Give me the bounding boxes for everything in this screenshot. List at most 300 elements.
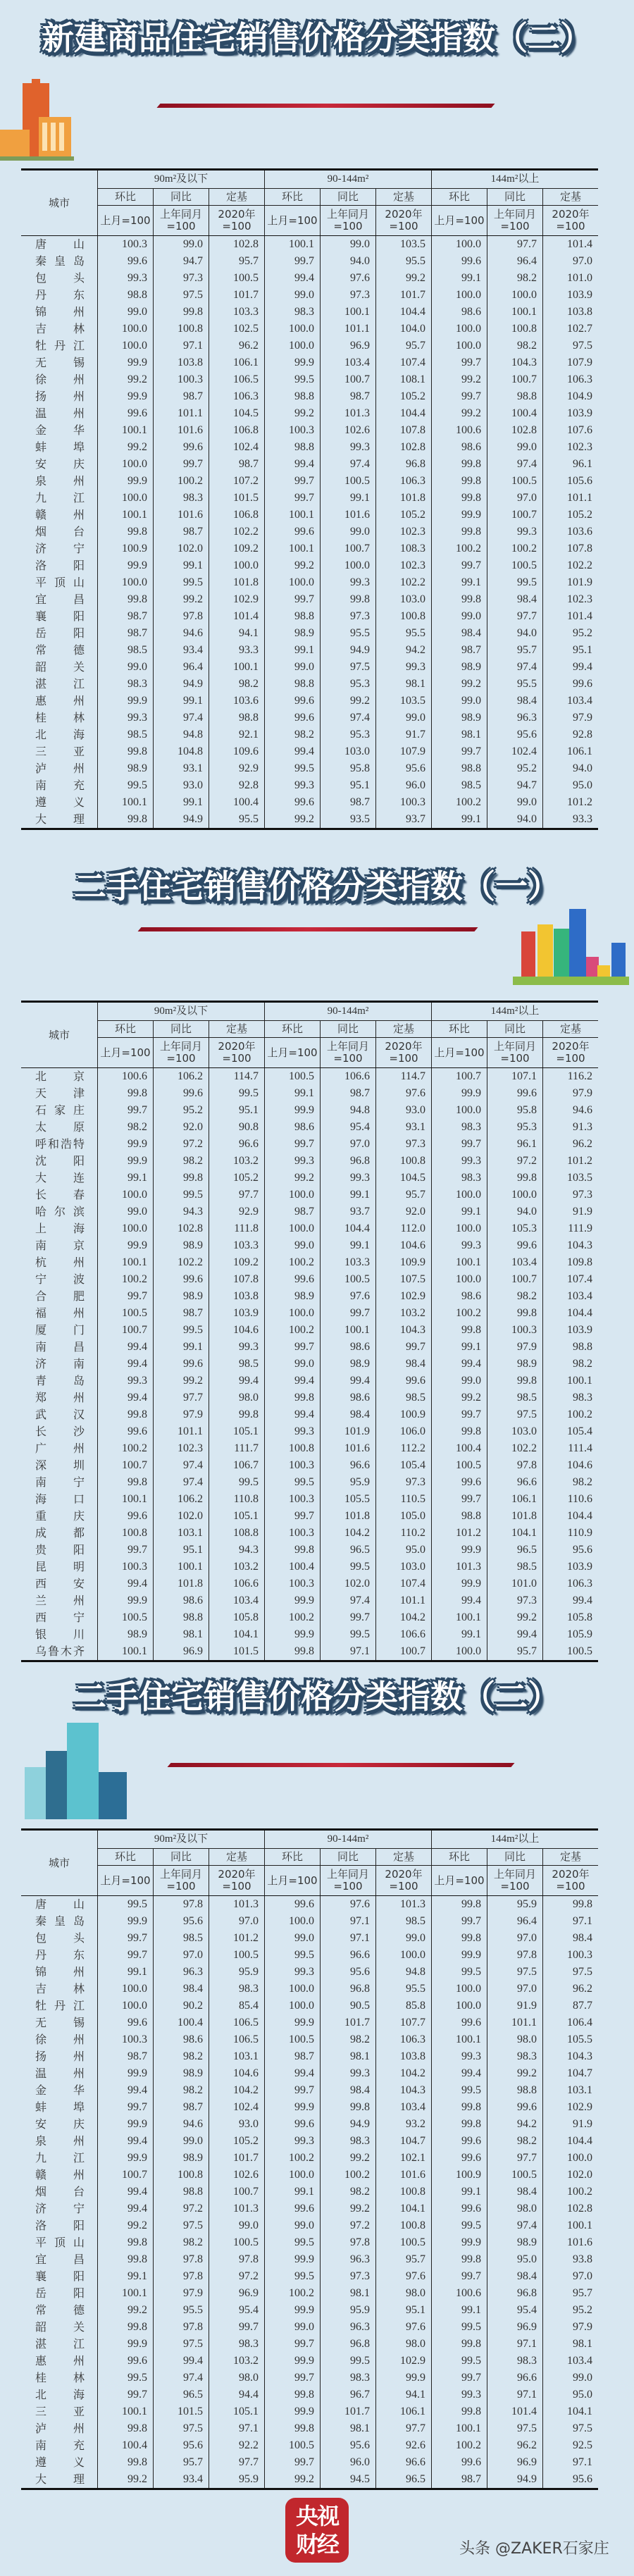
index-value-cell: 99.0 (153, 2133, 209, 2150)
index-value-cell: 96.3 (487, 710, 542, 726)
blue-skyscrapers-icon (25, 1723, 130, 1819)
index-value-cell: 102.8 (375, 439, 431, 456)
city-name-text: 扬州 (35, 2050, 85, 2063)
index-value-cell: 99.4 (209, 1373, 264, 1389)
index-value-cell: 97.5 (542, 1964, 598, 1981)
index-value-cell: 99.0 (97, 1203, 153, 1220)
index-value-cell: 101.3 (209, 2200, 264, 2217)
index-value-cell: 99.0 (264, 287, 320, 304)
index-value-cell: 99.1 (97, 1170, 153, 1187)
index-value-cell: 99.0 (153, 236, 209, 253)
index-value-cell: 100.0 (264, 1913, 320, 1930)
index-value-cell: 103.5 (375, 693, 431, 710)
index-value-cell: 100.1 (97, 2403, 153, 2420)
index-type-header: 环比 (97, 189, 153, 206)
city-name (21, 591, 97, 608)
city-name-text: 昆明 (35, 1560, 85, 1573)
index-value-cell: 99.1 (431, 1626, 487, 1643)
table-header (21, 1831, 598, 1896)
index-value-cell: 95.7 (487, 642, 542, 659)
index-value-cell: 97.1 (487, 2386, 542, 2403)
index-value-cell: 104.7 (375, 2133, 431, 2150)
index-value-cell: 99.6 (487, 1085, 542, 1102)
index-value-cell: 103.1 (209, 2048, 264, 2065)
index-value-cell: 102.1 (375, 2150, 431, 2167)
index-value-cell: 101.4 (487, 2403, 542, 2420)
index-value-cell: 97.6 (320, 1896, 375, 1913)
index-value-cell: 102.2 (375, 574, 431, 591)
index-value-cell: 103.4 (542, 1288, 598, 1305)
city-name (21, 507, 97, 524)
index-value-cell: 100.3 (264, 1457, 320, 1474)
table-row (21, 2251, 598, 2268)
city-name-text: 兰州 (35, 1594, 85, 1607)
index-value-cell: 99.7 (375, 1339, 431, 1356)
index-value-cell: 99.6 (264, 1896, 320, 1913)
index-value-cell: 107.4 (375, 1575, 431, 1592)
index-value-cell: 99.8 (97, 2420, 153, 2437)
index-value-cell: 104.2 (320, 1525, 375, 1542)
index-value-cell: 102.3 (542, 439, 598, 456)
index-value-cell: 99.5 (431, 2353, 487, 2370)
index-value-cell: 100.3 (97, 1559, 153, 1575)
index-value-cell: 98.6 (264, 1119, 320, 1136)
city-name (21, 1085, 97, 1102)
index-value-cell: 100.0 (97, 574, 153, 591)
city-name-text: 武汉 (35, 1408, 85, 1421)
city-name (21, 422, 97, 439)
index-value-cell: 107.8 (375, 422, 431, 439)
index-value-cell: 102.2 (153, 1254, 209, 1271)
table-row (21, 1085, 598, 1102)
index-value-cell: 99.0 (320, 524, 375, 540)
index-value-cell: 105.4 (375, 1457, 431, 1474)
index-value-cell: 95.1 (375, 2302, 431, 2319)
index-value-cell: 99.7 (431, 2268, 487, 2285)
index-type-header: 环比 (264, 1021, 320, 1038)
index-value-cell: 99.5 (153, 1187, 209, 1203)
city-name-text: 石家庄 (35, 1103, 85, 1117)
index-value-cell: 98.2 (320, 2031, 375, 2048)
index-value-cell: 99.5 (97, 2370, 153, 2386)
index-value-cell: 99.2 (264, 1170, 320, 1187)
index-value-cell: 102.4 (487, 743, 542, 760)
index-value-cell: 99.8 (431, 490, 487, 507)
index-value-cell: 95.6 (542, 2471, 598, 2488)
index-value-cell: 98.1 (153, 1626, 209, 1643)
index-value-cell: 97.9 (542, 1085, 598, 1102)
index-value-cell: 105.9 (542, 1626, 598, 1643)
base-unit-header: 2020年=100 (375, 206, 431, 235)
index-value-cell: 99.8 (97, 524, 153, 540)
index-value-cell: 92.9 (209, 760, 264, 777)
table-row (21, 287, 598, 304)
index-value-cell: 100.0 (320, 557, 375, 574)
index-value-cell: 100.1 (97, 2285, 153, 2302)
index-value-cell: 98.0 (487, 2200, 542, 2217)
index-value-cell: 98.2 (487, 270, 542, 287)
index-value-cell: 99.6 (153, 1085, 209, 1102)
index-value-cell: 102.3 (153, 1440, 209, 1457)
index-value-cell: 96.2 (209, 338, 264, 354)
index-value-cell: 100.1 (431, 2031, 487, 2048)
index-value-cell: 103.9 (209, 1305, 264, 1322)
index-value-cell: 97.5 (153, 2336, 209, 2353)
index-value-cell: 98.7 (320, 794, 375, 811)
index-value-cell: 99.0 (264, 1237, 320, 1254)
index-value-cell: 99.9 (264, 2353, 320, 2370)
size-group-header: 144m²以上 (431, 1831, 598, 1849)
index-value-cell: 99.4 (320, 1373, 375, 1389)
index-value-cell: 99.1 (431, 2302, 487, 2319)
index-value-cell: 99.9 (264, 2014, 320, 2031)
index-value-cell: 98.2 (153, 2048, 209, 2065)
index-value-cell: 95.4 (320, 1119, 375, 1136)
index-value-cell: 99.2 (431, 405, 487, 422)
index-value-cell: 96.6 (487, 1474, 542, 1491)
index-value-cell: 99.6 (264, 524, 320, 540)
index-value-cell: 107.1 (487, 1068, 542, 1085)
index-value-cell: 98.9 (97, 760, 153, 777)
index-value-cell: 98.9 (153, 2150, 209, 2167)
city-name-text: 安庆 (35, 2117, 85, 2131)
index-type-header: 同比 (320, 1849, 375, 1866)
index-type-header: 同比 (487, 189, 542, 206)
index-value-cell: 100.7 (209, 2184, 264, 2200)
table-row (21, 456, 598, 473)
table-row (21, 2200, 598, 2217)
index-value-cell: 101.9 (320, 1423, 375, 1440)
index-value-cell: 102.8 (153, 1220, 209, 1237)
city-name-text: 三亚 (35, 745, 85, 758)
base-unit-header: 2020年=100 (542, 206, 598, 235)
index-value-cell: 92.0 (153, 1119, 209, 1136)
index-value-cell: 100.4 (487, 405, 542, 422)
index-value-cell: 96.8 (487, 2285, 542, 2302)
table-row (21, 1305, 598, 1322)
index-value-cell: 100.7 (431, 1068, 487, 1085)
index-value-cell: 97.9 (542, 2319, 598, 2336)
index-value-cell: 100.5 (264, 2437, 320, 2454)
index-value-cell: 98.5 (431, 777, 487, 794)
index-value-cell: 107.8 (542, 540, 598, 557)
city-name-text: 济宁 (35, 2202, 85, 2215)
index-value-cell: 99.1 (431, 574, 487, 591)
table-row (21, 2403, 598, 2420)
index-value-cell: 106.1 (209, 354, 264, 371)
index-value-cell: 98.2 (153, 2082, 209, 2099)
index-value-cell: 97.4 (487, 659, 542, 676)
city-name (21, 2031, 97, 2048)
table-row (21, 2150, 598, 2167)
city-name (21, 2420, 97, 2437)
index-value-cell: 100.1 (542, 1373, 598, 1389)
index-value-cell: 101.5 (153, 2403, 209, 2420)
city-name (21, 2370, 97, 2386)
index-value-cell: 98.7 (153, 2099, 209, 2116)
index-value-cell: 103.8 (542, 304, 598, 321)
index-value-cell: 99.1 (320, 1187, 375, 1203)
city-name-text: 天津 (35, 1086, 85, 1100)
index-value-cell: 104.5 (209, 405, 264, 422)
city-name (21, 2082, 97, 2099)
size-group-header: 144m²以上 (431, 171, 598, 189)
city-name (21, 1220, 97, 1237)
index-value-cell: 95.7 (375, 338, 431, 354)
index-value-cell: 102.9 (375, 1288, 431, 1305)
index-value-cell: 100.1 (97, 1254, 153, 1271)
table-row (21, 726, 598, 743)
index-value-cell: 106.8 (209, 507, 264, 524)
index-value-cell: 95.5 (153, 2302, 209, 2319)
base-unit-header: 上月=100 (97, 1038, 153, 1067)
city-name (21, 1440, 97, 1457)
city-name (21, 1998, 97, 2014)
index-value-cell: 99.0 (97, 304, 153, 321)
city-name-text: 韶关 (35, 2320, 85, 2334)
index-value-cell: 110.8 (209, 1491, 264, 1508)
cctv-finance-logo (285, 2498, 349, 2563)
index-value-cell: 102.4 (209, 2099, 264, 2116)
index-value-cell: 99.1 (97, 2268, 153, 2285)
index-value-cell: 104.3 (487, 354, 542, 371)
index-value-cell: 99.6 (487, 1237, 542, 1254)
city-name-text: 重庆 (35, 1509, 85, 1523)
index-value-cell: 102.9 (209, 591, 264, 608)
index-value-cell: 99.9 (375, 2370, 431, 2386)
table-row (21, 253, 598, 270)
index-value-cell: 104.1 (209, 1626, 264, 1643)
index-value-cell: 104.6 (209, 1322, 264, 1339)
index-value-cell: 100.2 (97, 1271, 153, 1288)
index-value-cell: 97.3 (320, 2268, 375, 2285)
index-value-cell: 99.5 (209, 1085, 264, 1102)
index-value-cell: 100.0 (97, 490, 153, 507)
index-value-cell: 101.5 (209, 1643, 264, 1660)
city-name-text: 海口 (35, 1492, 85, 1506)
index-value-cell: 100.0 (431, 287, 487, 304)
index-value-cell: 95.1 (209, 1102, 264, 1119)
base-unit-header: 上年同月=100 (320, 1866, 375, 1895)
index-value-cell: 99.2 (320, 2150, 375, 2167)
index-value-cell: 102.9 (375, 2353, 431, 2370)
index-value-cell: 96.9 (487, 2319, 542, 2336)
index-value-cell: 98.2 (320, 2184, 375, 2200)
table-row (21, 2167, 598, 2184)
index-value-cell: 98.2 (209, 676, 264, 693)
index-value-cell: 101.6 (542, 2234, 598, 2251)
index-value-cell: 100.7 (320, 540, 375, 557)
city-name-text: 牡丹江 (35, 339, 85, 352)
index-value-cell: 96.4 (153, 659, 209, 676)
index-value-cell: 100.8 (375, 608, 431, 625)
city-name (21, 321, 97, 338)
index-value-cell: 99.9 (97, 1592, 153, 1609)
index-value-cell: 105.0 (375, 1508, 431, 1525)
index-value-cell: 99.2 (375, 270, 431, 287)
orange-building-icon (0, 83, 74, 161)
index-value-cell: 95.2 (542, 2302, 598, 2319)
index-value-cell: 93.0 (153, 777, 209, 794)
city-name-text: 丹东 (35, 1948, 85, 1962)
index-type-header: 定基 (542, 189, 598, 206)
index-value-cell: 100.7 (97, 2167, 153, 2184)
index-value-cell: 100.0 (264, 1220, 320, 1237)
index-value-cell: 103.3 (209, 1237, 264, 1254)
index-value-cell: 100.1 (487, 304, 542, 321)
index-value-cell: 97.8 (320, 2234, 375, 2251)
index-value-cell: 99.8 (431, 2336, 487, 2353)
city-name-text: 合肥 (35, 1289, 85, 1303)
index-value-cell: 98.8 (487, 2082, 542, 2099)
index-value-cell: 95.7 (542, 2285, 598, 2302)
index-value-cell: 99.8 (487, 1305, 542, 1322)
city-name-text: 襄阳 (35, 609, 85, 623)
city-name (21, 270, 97, 287)
index-value-cell: 97.7 (209, 2454, 264, 2471)
index-value-cell: 97.4 (153, 1474, 209, 1491)
index-value-cell: 100.3 (487, 1322, 542, 1339)
index-value-cell: 98.7 (209, 456, 264, 473)
index-value-cell: 98.1 (320, 2048, 375, 2065)
index-value-cell: 100.0 (542, 2150, 598, 2167)
index-value-cell: 101.6 (320, 507, 375, 524)
city-name-text: 深圳 (35, 1459, 85, 1472)
table-row (21, 1626, 598, 1643)
index-value-cell: 99.2 (264, 2471, 320, 2488)
index-value-cell: 94.0 (487, 1203, 542, 1220)
index-value-cell: 98.8 (264, 676, 320, 693)
index-value-cell: 103.4 (542, 2353, 598, 2370)
index-value-cell: 99.2 (153, 591, 209, 608)
index-value-cell: 98.7 (320, 388, 375, 405)
index-value-cell: 98.7 (153, 524, 209, 540)
city-name (21, 473, 97, 490)
index-value-cell: 99.2 (97, 2471, 153, 2488)
index-value-cell: 94.9 (153, 676, 209, 693)
city-name-text: 包头 (35, 1931, 85, 1945)
index-value-cell: 100.0 (97, 338, 153, 354)
index-value-cell: 100.1 (320, 304, 375, 321)
index-value-cell: 100.7 (320, 371, 375, 388)
index-value-cell: 99.3 (264, 1964, 320, 1981)
table-row (21, 2234, 598, 2251)
index-value-cell: 100.7 (487, 1271, 542, 1288)
index-value-cell: 90.8 (209, 1119, 264, 1136)
index-value-cell: 99.3 (209, 1339, 264, 1356)
city-name (21, 2217, 97, 2234)
index-value-cell: 99.7 (264, 2336, 320, 2353)
index-value-cell: 99.7 (264, 2454, 320, 2471)
index-value-cell: 98.9 (264, 625, 320, 642)
index-value-cell: 104.4 (320, 1220, 375, 1237)
index-value-cell: 99.8 (431, 1322, 487, 1339)
index-value-cell: 100.3 (375, 794, 431, 811)
index-value-cell: 99.9 (264, 354, 320, 371)
index-value-cell: 99.8 (97, 811, 153, 828)
index-value-cell: 99.8 (209, 1406, 264, 1423)
city-name-text: 蚌埠 (35, 440, 85, 454)
base-unit-header: 上年同月=100 (487, 1038, 542, 1067)
city-name (21, 642, 97, 659)
index-value-cell: 98.8 (264, 388, 320, 405)
index-value-cell: 98.7 (153, 1305, 209, 1322)
index-value-cell: 99.6 (431, 2200, 487, 2217)
index-value-cell: 95.9 (209, 2471, 264, 2488)
index-value-cell: 100.0 (487, 1187, 542, 1203)
table-row (21, 1525, 598, 1542)
index-value-cell: 99.4 (97, 1339, 153, 1356)
index-value-cell: 95.9 (487, 1896, 542, 1913)
table-row (21, 574, 598, 591)
index-value-cell: 99.9 (97, 693, 153, 710)
index-value-cell: 97.5 (153, 2420, 209, 2437)
city-name-text: 哈尔滨 (35, 1205, 85, 1218)
index-value-cell: 101.2 (542, 794, 598, 811)
index-value-cell: 100.7 (375, 1643, 431, 1660)
table-row (21, 2217, 598, 2234)
index-value-cell: 106.2 (153, 1068, 209, 1085)
index-value-cell: 99.3 (431, 2048, 487, 2065)
index-value-cell: 99.5 (320, 1559, 375, 1575)
city-name (21, 304, 97, 321)
base-unit-header: 2020年=100 (375, 1038, 431, 1067)
index-value-cell: 99.3 (431, 2386, 487, 2403)
index-value-cell: 99.4 (153, 2353, 209, 2370)
index-value-cell: 100.0 (97, 456, 153, 473)
index-value-cell: 101.4 (542, 608, 598, 625)
index-type-header: 同比 (487, 1021, 542, 1038)
index-value-cell: 99.6 (97, 1508, 153, 1525)
city-name (21, 2471, 97, 2488)
index-value-cell: 102.7 (542, 321, 598, 338)
index-value-cell: 102.8 (542, 2200, 598, 2217)
table-row (21, 1136, 598, 1153)
city-name (21, 1187, 97, 1203)
index-value-cell: 99.9 (97, 557, 153, 574)
table-row (21, 2471, 598, 2488)
index-value-cell: 95.3 (320, 726, 375, 743)
index-value-cell: 100.7 (487, 507, 542, 524)
index-value-cell: 99.1 (153, 794, 209, 811)
table-row (21, 524, 598, 540)
table-row (21, 304, 598, 321)
index-value-cell: 99.9 (97, 2150, 153, 2167)
index-value-cell: 92.9 (209, 1203, 264, 1220)
new-homes-index-table (21, 168, 598, 830)
index-value-cell: 100.1 (209, 659, 264, 676)
index-value-cell: 98.9 (153, 2065, 209, 2082)
city-name-text: 大连 (35, 1171, 85, 1184)
index-value-cell: 93.7 (320, 1203, 375, 1220)
index-value-cell: 100.0 (97, 1220, 153, 1237)
city-name (21, 2285, 97, 2302)
index-value-cell: 99.7 (264, 2082, 320, 2099)
index-value-cell: 99.0 (542, 2370, 598, 2386)
index-value-cell: 99.7 (153, 456, 209, 473)
table-row (21, 2014, 598, 2031)
index-value-cell: 106.1 (375, 2403, 431, 2420)
index-value-cell: 98.3 (542, 1389, 598, 1406)
index-value-cell: 97.1 (320, 1913, 375, 1930)
index-value-cell: 93.0 (209, 2116, 264, 2133)
index-value-cell: 99.6 (431, 2454, 487, 2471)
city-name (21, 1102, 97, 1119)
index-value-cell: 99.6 (487, 2099, 542, 2116)
index-value-cell: 98.2 (487, 2133, 542, 2150)
city-name-text: 锦州 (35, 305, 85, 318)
index-type-header: 同比 (320, 1021, 375, 1038)
